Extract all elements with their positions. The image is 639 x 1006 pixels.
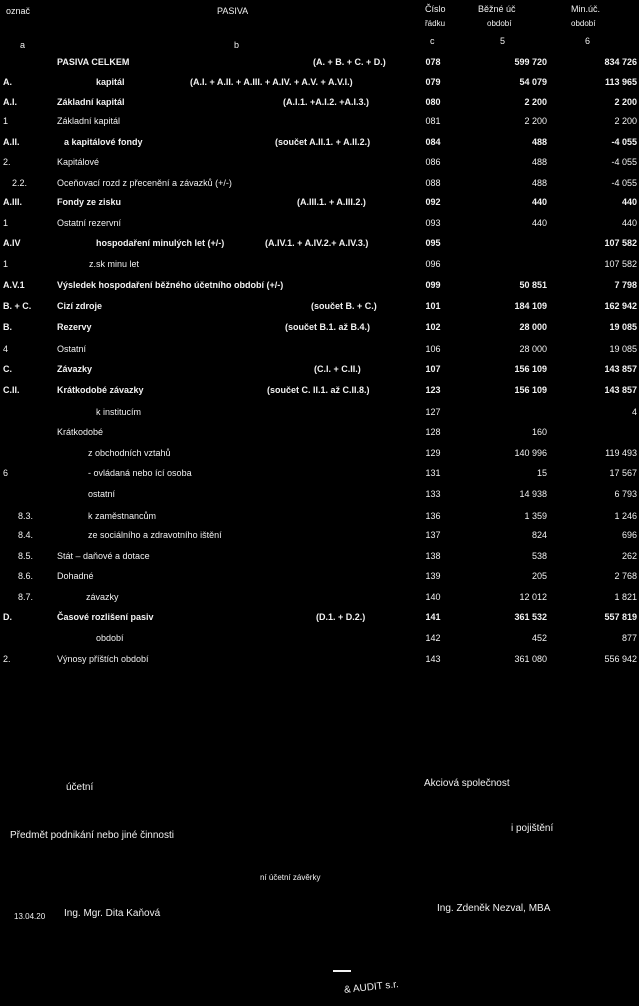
row-previous-value: 2 200: [614, 97, 637, 107]
row-previous-value: 17 567: [609, 468, 637, 478]
row-line-number: 095: [425, 238, 441, 248]
sub-a: a: [20, 40, 26, 50]
row-code: 1: [3, 218, 9, 228]
row-previous-value: 143 857: [604, 385, 637, 395]
table-row: [0, 530, 639, 544]
row-current-value: 824: [531, 530, 547, 540]
row-previous-value: 556 942: [604, 654, 637, 664]
row-line-number: 138: [425, 551, 441, 561]
row-code: 8.6.: [18, 571, 34, 581]
row-formula: (C.I. + C.II.): [314, 364, 361, 374]
row-name: Výnosy příštích období: [57, 654, 149, 664]
table-row: [0, 77, 639, 91]
row-name: ze sociálního a zdravotního ištění: [88, 530, 222, 540]
row-formula: (součet B.1. až B.4.): [285, 322, 371, 332]
row-previous-value: 877: [621, 633, 637, 643]
row-current-value: 205: [531, 571, 547, 581]
header-current: Běžné úč: [478, 4, 516, 14]
row-line-number: 123: [425, 385, 441, 395]
row-current-value: 156 109: [514, 385, 547, 395]
row-previous-value: 440: [621, 218, 637, 228]
row-name: z obchodních vztahů: [88, 448, 171, 458]
row-line-number: 101: [425, 301, 441, 311]
row-name: k zaměstnancům: [88, 511, 157, 521]
table-row: [0, 280, 639, 294]
row-line-number: 140: [425, 592, 441, 602]
footer-ucetni: účetní: [66, 782, 94, 793]
table-row: [0, 448, 639, 462]
row-current-value: 599 720: [514, 57, 547, 67]
table-row: [0, 364, 639, 378]
header-line: Číslo: [425, 4, 446, 14]
row-name: závazky: [86, 592, 119, 602]
row-current-value: 440: [531, 218, 547, 228]
row-name: Fondy ze zisku: [57, 197, 122, 207]
table-row: [0, 157, 639, 171]
row-current-value: 14 938: [519, 489, 547, 499]
row-name: Stát – daňové a dotace: [57, 551, 150, 561]
row-current-value: 361 080: [514, 654, 547, 664]
row-current-value: 28 000: [519, 344, 547, 354]
row-formula: (A.IV.1. + A.IV.2.+ A.IV.3.): [265, 238, 369, 248]
row-line-number: 129: [425, 448, 441, 458]
row-previous-value: 162 942: [604, 301, 637, 311]
row-current-value: 1 359: [524, 511, 547, 521]
row-previous-value: 440: [621, 197, 637, 207]
table-row: [0, 178, 639, 192]
row-formula: (A. + B. + C. + D.): [313, 57, 386, 67]
row-line-number: 106: [425, 344, 441, 354]
row-previous-value: 1 821: [614, 592, 637, 602]
row-name: Základní kapitál: [57, 97, 125, 107]
row-code: A.I.: [3, 97, 18, 107]
row-name: a kapitálové fondy: [64, 137, 143, 147]
row-formula: (součet A.II.1. + A.II.2.): [275, 137, 371, 147]
header-title: PASIVA: [217, 6, 249, 16]
row-line-number: 127: [425, 407, 441, 417]
row-previous-value: 107 582: [604, 259, 637, 269]
row-previous-value: 834 726: [604, 57, 637, 67]
row-code: 8.3.: [18, 511, 34, 521]
row-previous-value: 7 798: [614, 280, 637, 290]
table-row: [0, 97, 639, 111]
row-current-value: 452: [531, 633, 547, 643]
row-previous-value: 19 085: [609, 344, 637, 354]
row-code: 2.: [3, 654, 11, 664]
table-row: [0, 116, 639, 130]
row-previous-value: 119 493: [605, 448, 637, 458]
row-line-number: 081: [425, 116, 441, 126]
row-line-number: 080: [425, 97, 441, 107]
row-name: Výsledek hospodaření běžného účetního období (+/-): [57, 280, 284, 290]
table-row: [0, 197, 639, 211]
row-code: A.: [3, 77, 12, 87]
table-row: [0, 612, 639, 626]
row-line-number: 136: [425, 511, 441, 521]
sub-b: b: [234, 40, 240, 50]
row-line-number: 093: [425, 218, 441, 228]
row-previous-value: 6 793: [614, 489, 637, 499]
row-current-value: 156 109: [514, 364, 547, 374]
row-name: Cizí zdroje: [57, 301, 103, 311]
row-current-value: 160: [531, 427, 547, 437]
row-name: - ovládaná nebo ící osoba: [88, 468, 192, 478]
table-row: [0, 322, 639, 336]
table-row: [0, 468, 639, 482]
sub-6: 6: [585, 36, 591, 46]
row-name: Závazky: [57, 364, 93, 374]
row-code: C.: [3, 364, 12, 374]
row-previous-value: 1 246: [614, 511, 637, 521]
row-line-number: 099: [425, 280, 441, 290]
row-line-number: 137: [425, 530, 441, 540]
row-previous-value: 262: [621, 551, 637, 561]
footer-zaverka: ní účetní závěrky: [260, 873, 321, 882]
row-line-number: 131: [425, 468, 441, 478]
row-current-value: 54 079: [519, 77, 547, 87]
row-code: A.II.: [3, 137, 20, 147]
footer-date: 13.04.20: [14, 912, 46, 921]
table-row: [0, 551, 639, 565]
sub-c: c: [430, 36, 435, 46]
row-code: 1: [3, 116, 9, 126]
audit-stamp: & AUDIT s.r.: [343, 979, 400, 996]
row-name: Ostatní: [57, 344, 87, 354]
row-code: 4: [3, 344, 9, 354]
table-row: [0, 592, 639, 606]
row-name: Rezervy: [57, 322, 92, 332]
row-previous-value: 19 085: [609, 322, 637, 332]
row-name: z.sk minu let: [89, 259, 140, 269]
row-line-number: 078: [425, 57, 441, 67]
table-row: [0, 137, 639, 151]
footer-person2: Ing. Zdeněk Nezval, MBA: [437, 903, 551, 914]
row-name: Základní kapitál: [57, 116, 121, 126]
row-current-value: 361 532: [514, 612, 547, 622]
row-name: hospodaření minulých let (+/-): [96, 238, 225, 248]
table-row: [0, 301, 639, 315]
row-name: k institucím: [96, 407, 142, 417]
row-code: A.V.1: [3, 280, 25, 290]
row-formula: (D.1. + D.2.): [316, 612, 366, 622]
row-previous-value: 107 582: [604, 238, 637, 248]
row-formula: (součet B. + C.): [311, 301, 377, 311]
row-code: A.III.: [3, 197, 23, 207]
row-current-value: 488: [531, 157, 547, 167]
row-code: A.IV: [3, 238, 21, 248]
table-row: [0, 238, 639, 252]
row-code: B. + C.: [3, 301, 32, 311]
row-line-number: 141: [425, 612, 441, 622]
row-line-number: 139: [425, 571, 441, 581]
row-current-value: 2 200: [524, 97, 547, 107]
header-current2: období: [487, 19, 512, 28]
row-previous-value: 113 965: [604, 77, 637, 87]
row-name: období: [96, 633, 124, 643]
header-code: označ: [6, 6, 31, 16]
header-prev2: období: [571, 19, 596, 28]
row-code: 8.5.: [18, 551, 34, 561]
row-code: 6: [3, 468, 9, 478]
row-name: Časové rozlišení pasiv: [57, 612, 154, 622]
row-code: B.: [3, 322, 12, 332]
row-previous-value: -4 055: [611, 157, 637, 167]
table-row: [0, 259, 639, 273]
table-row: [0, 571, 639, 585]
table-row: [0, 344, 639, 358]
table-row: [0, 407, 639, 421]
row-current-value: 440: [531, 197, 547, 207]
row-current-value: 538: [531, 551, 547, 561]
footer-person1: Ing. Mgr. Dita Kaňová: [64, 908, 161, 919]
row-name: Dohadné: [57, 571, 94, 581]
row-name: PASIVA CELKEM: [57, 57, 130, 67]
row-previous-value: 143 857: [604, 364, 637, 374]
row-name: Krátkodobé: [57, 427, 104, 437]
row-name: Oceňovací rozd z přecenění a závazků (+/-): [57, 178, 232, 188]
row-previous-value: 557 819: [604, 612, 637, 622]
row-line-number: 107: [425, 364, 441, 374]
row-previous-value: -4 055: [611, 137, 637, 147]
row-current-value: 488: [531, 178, 547, 188]
row-line-number: 142: [425, 633, 441, 643]
row-name: ostatní: [88, 489, 116, 499]
row-code: C.II.: [3, 385, 20, 395]
row-name: Kapitálové: [57, 157, 100, 167]
sub-5: 5: [500, 36, 506, 46]
row-current-value: 12 012: [519, 592, 547, 602]
table-row: [0, 218, 639, 232]
row-previous-value: 696: [621, 530, 637, 540]
row-line-number: 133: [425, 489, 441, 499]
table-row: [0, 654, 639, 668]
footer-pojisteni: i pojištění: [511, 823, 554, 834]
row-previous-value: 4: [631, 407, 637, 417]
row-current-value: 184 109: [514, 301, 547, 311]
row-code: 8.7.: [18, 592, 34, 602]
signature-mark: [333, 970, 351, 972]
footer-predmet: Předmět podnikání nebo jiné činnosti: [10, 830, 174, 841]
table-row: [0, 489, 639, 503]
row-current-value: 2 200: [524, 116, 547, 126]
table-row: [0, 511, 639, 525]
row-formula: (A.I.1. +A.I.2. +A.I.3.): [283, 97, 370, 107]
table-row: [0, 633, 639, 647]
row-name: Krátkodobé závazky: [57, 385, 144, 395]
row-name: kapitál: [96, 77, 125, 87]
header-prev: Min.úč.: [571, 4, 601, 14]
row-line-number: 096: [425, 259, 441, 269]
row-formula: (součet C. II.1. až C.II.8.): [267, 385, 370, 395]
table-row: [0, 385, 639, 399]
row-previous-value: 2 200: [614, 116, 637, 126]
row-line-number: 128: [425, 427, 441, 437]
row-line-number: 084: [425, 137, 441, 147]
row-previous-value: 2 768: [614, 571, 637, 581]
row-line-number: 086: [425, 157, 441, 167]
table-row: [0, 57, 639, 71]
table-row: [0, 427, 639, 441]
header-line2: řádku: [425, 19, 446, 28]
row-formula: (A.III.1. + A.III.2.): [297, 197, 366, 207]
row-line-number: 143: [425, 654, 441, 664]
row-line-number: 092: [425, 197, 441, 207]
footer-form: Akciová společnost: [424, 778, 510, 789]
row-current-value: 140 996: [514, 448, 547, 458]
row-current-value: 50 851: [519, 280, 547, 290]
row-current-value: 28 000: [519, 322, 547, 332]
row-code: 2.: [3, 157, 11, 167]
row-current-value: 488: [531, 137, 547, 147]
row-code: 8.4.: [18, 530, 34, 540]
row-line-number: 102: [425, 322, 441, 332]
row-name: Ostatní rezervní: [57, 218, 122, 228]
row-current-value: 15: [536, 468, 547, 478]
row-code: 1: [3, 259, 9, 269]
row-line-number: 079: [425, 77, 441, 87]
row-code: D.: [3, 612, 12, 622]
row-line-number: 088: [425, 178, 441, 188]
row-code: 2.2.: [12, 178, 28, 188]
row-previous-value: -4 055: [611, 178, 637, 188]
row-formula: (A.I. + A.II. + A.III. + A.IV. + A.V. + A.V.I.): [190, 77, 353, 87]
